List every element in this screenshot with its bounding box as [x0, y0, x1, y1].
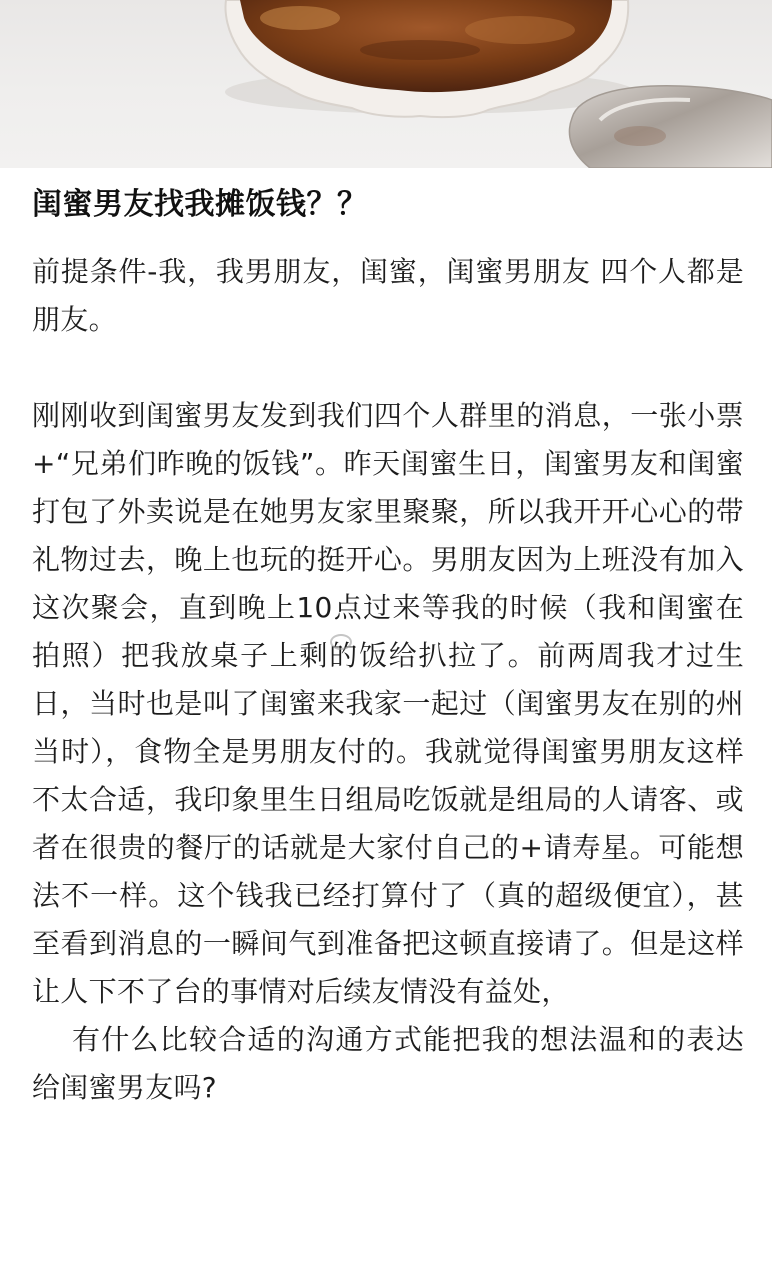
hero-food-photo — [0, 0, 772, 168]
post-paragraph: 前提条件-我，我男朋友，闺蜜，闺蜜男朋友 四个人都是朋友。 — [32, 255, 744, 336]
food-illustration — [0, 0, 772, 168]
spoon-reflection — [614, 126, 666, 146]
post-paragraph: 有什么比较合适的沟通方式能把我的想法温和的表达给闺蜜男友吗? — [32, 1023, 744, 1104]
food-highlight — [465, 16, 575, 44]
post-article — [32, 182, 744, 1112]
post-body — [32, 248, 744, 1112]
food-highlight — [260, 6, 340, 30]
post-paragraph: 刚刚收到闺蜜男友发到我们四个人群里的消息，一张小票+“兄弟们昨晚的饭钱”。昨天闺蜜生日，闺蜜男友和闺蜜打包了外卖说是在她男友家里聚聚，所以我开开心心的带礼物过去，晚上也玩的挺开心。男朋友因为上班没有加入这次聚会，直到晚上10点过来等我的时候（我和闺蜜在拍照）把我放桌子上剩的饭给扒拉了。前两周我才过生日，当时也是叫了闺蜜来我家一起过（闺蜜男友在别的州当时），食物全是男朋友付的。我就觉得闺蜜男朋友这样不太合适，我印象里生日组局吃饭就是组局的人请客、或者在很贵的餐厅的话就是大家付自己的+请寿星。可能想法不一样。这个钱我已经打算付了（真的超级便宜），甚至看到消息的一瞬间气到准备把这顿直接请了。但是这样让人下不了台的事情对后续友情没有益处， — [32, 399, 744, 1008]
food-shade — [360, 40, 480, 60]
post-title: 闺蜜男友找我摊饭钱？？ — [32, 187, 368, 222]
